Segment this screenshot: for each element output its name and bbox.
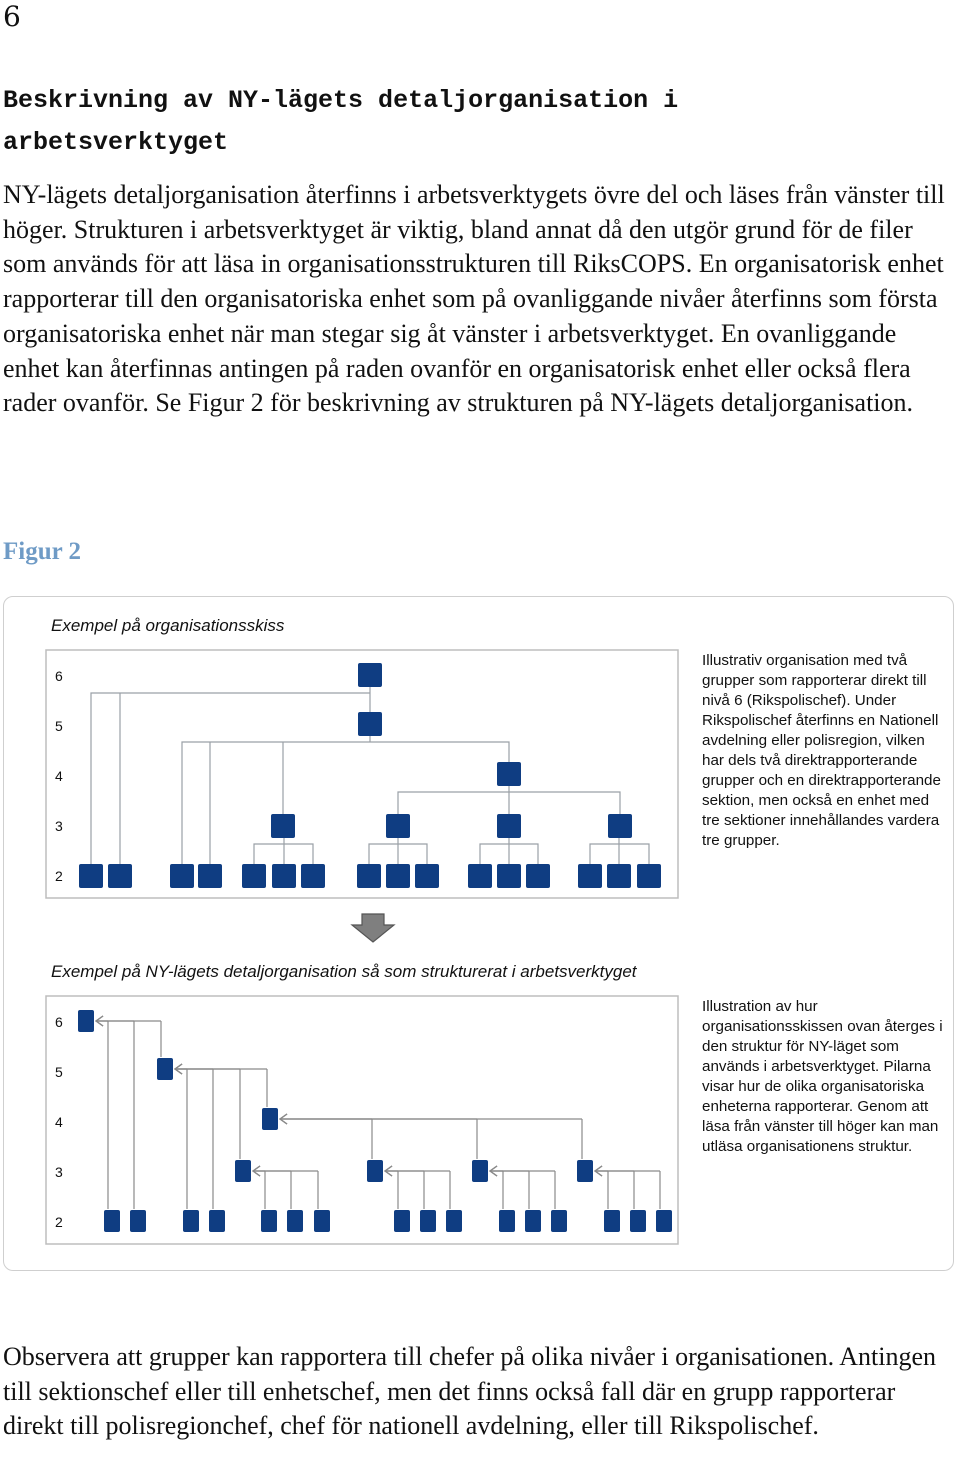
bottom-node-grupp [630, 1210, 646, 1232]
page-number: 6 [3, 0, 21, 33]
top-node-grupp [415, 864, 439, 888]
top-node-grupp [108, 864, 132, 888]
top-diagram-panel [46, 650, 678, 898]
bottom-node-grupp [261, 1210, 277, 1232]
bottom-node-grupp [104, 1210, 120, 1232]
bottom-level-label: 4 [55, 1114, 63, 1130]
bottom-level-label: 3 [55, 1164, 63, 1180]
top-node-rikspolischef [358, 663, 382, 687]
top-diagram-caption: Exempel på organisationsskiss [51, 616, 285, 635]
top-diagram-description: Illustrativ organisation med två grupper som rapporterar direkt till nivå 6 (Rikspolischef). Under Rikspolischef återfinns en Nationell avdelning eller polisregion, vilken har dels två direktrapporterande grupper och en direktrapporterande sektion, men också en enhet med tre sektioner innehållandes vardera tre grupper. [702, 652, 941, 849]
bottom-node-rikspolischef [78, 1010, 94, 1032]
bottom-level-label: 5 [55, 1064, 63, 1080]
bottom-node-grupp [394, 1210, 410, 1232]
bottom-node-sektion [472, 1160, 488, 1182]
down-arrow-icon [350, 912, 396, 944]
bottom-node-enhet [262, 1108, 278, 1130]
bottom-node-grupp [287, 1210, 303, 1232]
figure-label: Figur 2 [3, 538, 82, 565]
top-level-label: 5 [55, 718, 63, 734]
top-node-sektion [608, 814, 632, 838]
top-node-sektion [271, 814, 295, 838]
bottom-level-label: 2 [55, 1214, 63, 1230]
top-node-grupp [242, 864, 266, 888]
bottom-diagram-description: Illustration av hur organisationsskissen ovan återges i den struktur för NY-läget som används i arbetsverktyget. Pilarna visar hur de olika organisatoriska enheterna rapporterar. Genom att läsa från vänster till höger kan man utläsa organisationens struktur. [702, 998, 943, 1155]
top-node-grupp [198, 864, 222, 888]
top-node-grupp [386, 864, 410, 888]
bottom-node-sektion [367, 1160, 383, 1182]
bottom-node-grupp [656, 1210, 672, 1232]
top-level-label: 3 [55, 818, 63, 834]
closing-paragraph: Observera att grupper kan rapportera till chefer på olika nivåer i organisationen. Antingen till sektionschef eller till enhetschef, men det finns också fall där en grupp rapporterar direkt till polisregionchef, chef för nationell avdelning, eller till Rikspolischef. [3, 1342, 937, 1441]
top-node-enhet [497, 762, 521, 786]
top-node-grupp [357, 864, 381, 888]
top-level-label: 2 [55, 868, 63, 884]
top-level-label: 6 [55, 668, 63, 684]
top-node-grupp [468, 864, 492, 888]
top-node-grupp [497, 864, 521, 888]
bottom-node-sektion [235, 1160, 251, 1182]
top-node-grupp [526, 864, 550, 888]
bottom-node-sektion [577, 1160, 593, 1182]
top-level-label: 4 [55, 768, 63, 784]
bottom-node-grupp [604, 1210, 620, 1232]
bottom-node-grupp [130, 1210, 146, 1232]
bottom-diagram-caption: Exempel på NY-lägets detaljorganisation så som strukturerat i arbetsverktyget [51, 962, 637, 981]
intro-paragraph: NY-lägets detaljorganisation återfinns i arbetsverktygets övre del och läses från vänster till höger. Strukturen i arbetsverktyget är viktig, bland annat då den utgör grund för de filer som används för att läsa in organisationsstrukturen till RiksCOPS. En organisatorisk enhet rapporterar till den organisatoriska enhet som på ovanliggande nivåer återfinns som första organisatoriska enhet när man stegar sig åt vänster i arbetsverktyget. En ovanliggande enhet kan återfinnas antingen på raden ovanför en organisatorisk enhet eller också flera rader ovanför. Se Figur 2 för beskrivning av strukturen på NY-lägets detaljorganisation. [3, 180, 945, 418]
bottom-node-grupp [183, 1210, 199, 1232]
bottom-node-grupp [525, 1210, 541, 1232]
bottom-node-grupp [499, 1210, 515, 1232]
top-node-grupp [637, 864, 661, 888]
bottom-level-label: 6 [55, 1014, 63, 1030]
top-node-grupp [272, 864, 296, 888]
bottom-node-grupp [420, 1210, 436, 1232]
top-node-grupp [578, 864, 602, 888]
bottom-node-grupp [551, 1210, 567, 1232]
top-node-grupp [170, 864, 194, 888]
bottom-node-grupp [209, 1210, 225, 1232]
top-node-sektion [386, 814, 410, 838]
bottom-node-nationell-avdelning [157, 1058, 173, 1080]
top-node-grupp [301, 864, 325, 888]
bottom-node-grupp [446, 1210, 462, 1232]
section-heading: Beskrivning av NY-lägets detaljorganisation i arbetsverktyget [3, 86, 679, 157]
top-node-grupp [79, 864, 103, 888]
top-node-nationell-avdelning [358, 712, 382, 736]
bottom-diagram-panel [46, 996, 678, 1244]
top-node-sektion [497, 814, 521, 838]
top-node-grupp [607, 864, 631, 888]
bottom-node-grupp [314, 1210, 330, 1232]
